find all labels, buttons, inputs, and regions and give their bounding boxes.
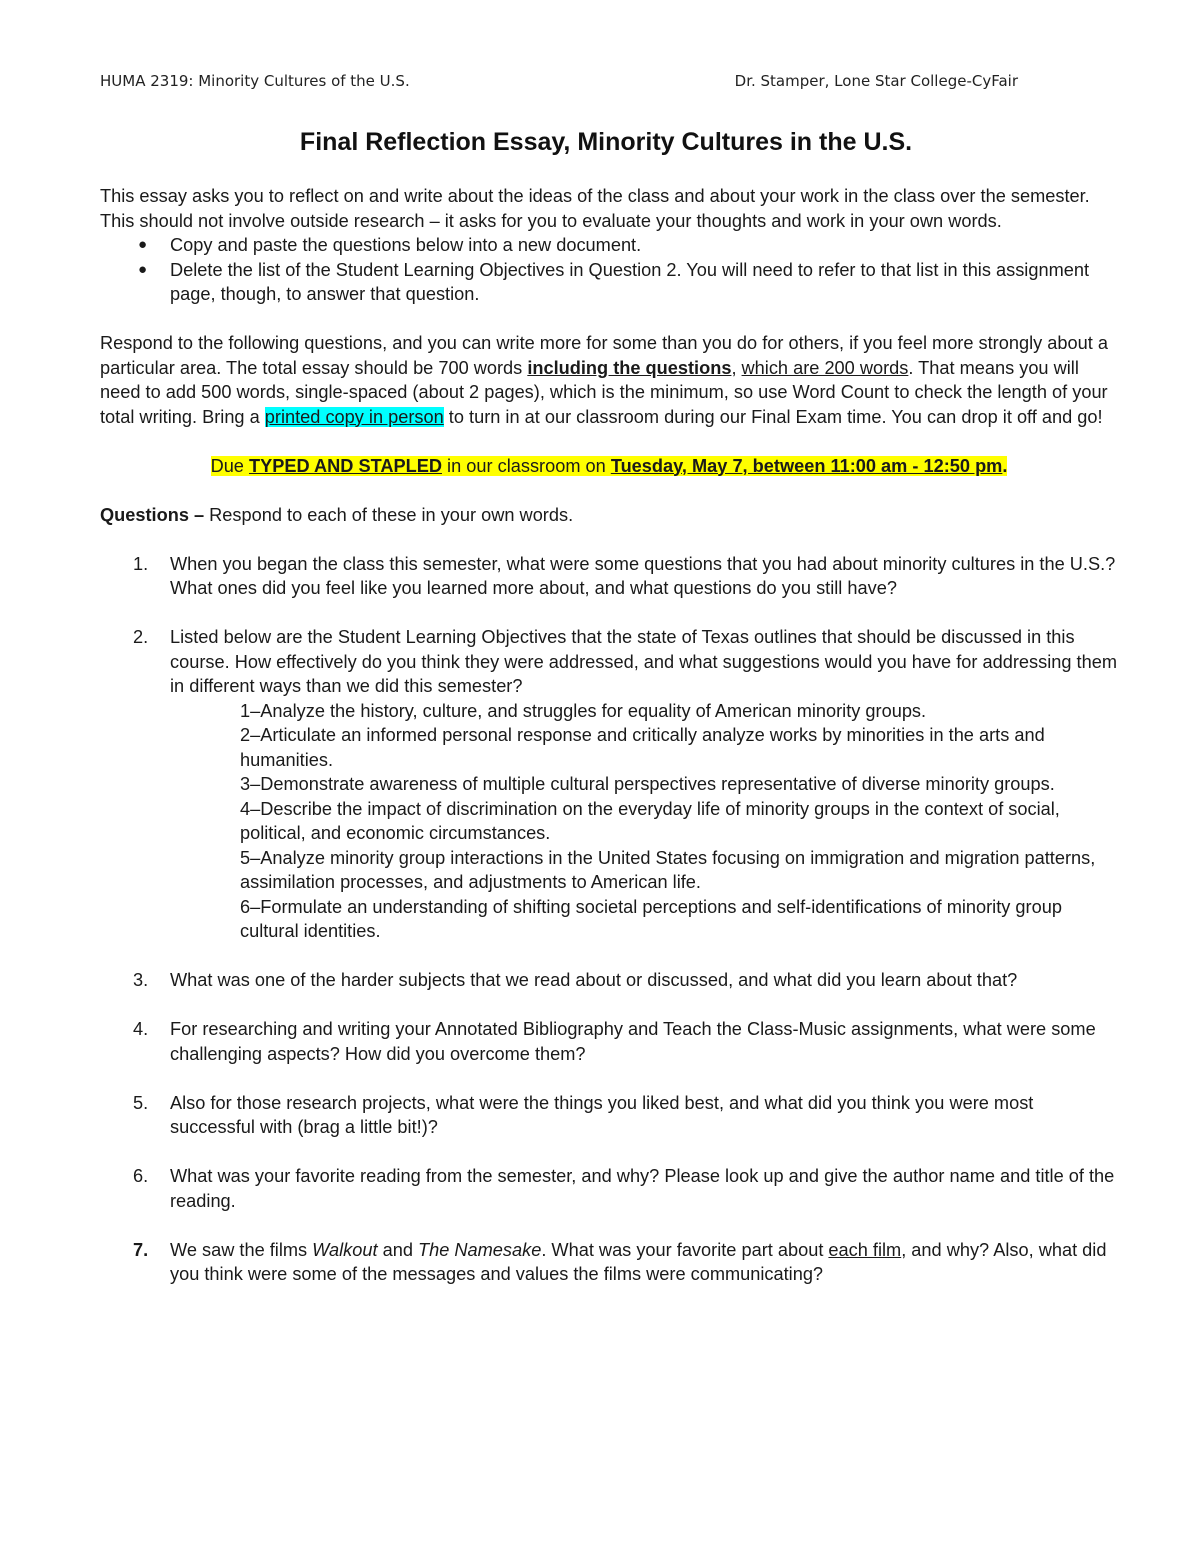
- question-list: [100, 552, 1118, 1287]
- question-item: [100, 552, 1118, 601]
- questions-label: Questions –: [100, 504, 205, 525]
- intro-paragraph: This essay asks you to reflect on and write about the ideas of the class and about your work in the class over the semester. This should not involve outside research – it asks for you to evaluate your thoughts and work in your own words.: [100, 186, 1090, 231]
- instructions-text: . That means you will need to add 500 words, single-spaced (about 2 pages), which is the minimum, so use Word Count to check the length of your total writing. Bring a: [100, 357, 1108, 427]
- question-item: [100, 625, 1118, 944]
- question-number: 3.: [133, 970, 149, 990]
- question-number: 7.: [133, 1239, 149, 1260]
- learning-objectives-list: [170, 699, 1118, 944]
- question-text: Listed below are the Student Learning Objectives that the state of Texas outlines that should be discussed in this course. How effectively do you think they were addressed, and what suggestions would you have for addressing them in different ways than we did this semester?: [170, 627, 1117, 696]
- due-middle-text: in our classroom on: [442, 455, 611, 476]
- question-number: 4.: [133, 1019, 149, 1039]
- list-item: [100, 233, 1118, 258]
- due-date-highlight: [211, 456, 1008, 476]
- question-text: [170, 1240, 1106, 1285]
- questions-instruction: Respond to each of these in your own words.: [204, 504, 574, 525]
- question-number: 2.: [133, 627, 149, 647]
- document-body: [100, 184, 1118, 1287]
- objective-item: 3–Demonstrate awareness of multiple cultural perspectives representative of diverse minority groups.: [240, 774, 1055, 794]
- due-period: .: [1002, 455, 1008, 476]
- question-text-part: , and why? Also, what did you think were some of the messages and values the films were communicating?: [170, 1239, 1107, 1284]
- question-item: [100, 1164, 1118, 1213]
- question-text: What was your favorite reading from the semester, and why? Please look up and give the author name and title of the reading.: [170, 1166, 1115, 1211]
- instructions-paragraph: [100, 331, 1118, 429]
- question-text: Also for those research projects, what were the things you liked best, and what did you think you were most successful with (brag a little bit!)?: [170, 1092, 1034, 1137]
- film-title-walkout: Walkout: [312, 1239, 378, 1260]
- instructions-text: ,: [731, 357, 742, 378]
- instructions-text: to turn in at our classroom during our Final Exam time. You can drop it off and go!: [443, 406, 1103, 427]
- question-text: When you began the class this semester, what were some questions that you had about minority cultures in the U.S.? What ones did you feel like you learned more about, and what questions do you still have?: [170, 553, 1116, 598]
- question-text: For researching and writing your Annotated Bibliography and Teach the Class-Music assignments, what were some challenging aspects? How did you overcome them?: [170, 1019, 1096, 1064]
- question-text: What was one of the harder subjects that we read about or discussed, and what did you learn about that?: [170, 970, 1018, 990]
- question-item: [100, 1238, 1118, 1287]
- objective-item: 5–Analyze minority group interactions in the United States focusing on immigration and migration patterns, assimilation processes, and adjustments to American life.: [240, 847, 1096, 892]
- bullet-icon: ●: [138, 236, 148, 253]
- due-date-line: [100, 454, 1118, 479]
- instructions-text: Respond to the following questions, and you can write more for some than you do for others, if you feel more strongly about a particular area. The total essay should be 700 words: [100, 333, 1108, 378]
- course-title: HUMA 2319: Minority Cultures of the U.S.: [100, 72, 410, 90]
- question-text-part: and: [377, 1239, 418, 1260]
- due-date: Tuesday, May 7, between 11:00 am - 12:50 pm: [610, 455, 1003, 476]
- bullet-text: Delete the list of the Student Learning Objectives in Question 2. You will need to refer to that list in this assignment page, though, to answer that question.: [170, 259, 1090, 304]
- bullet-text: Copy and paste the questions below into a new document.: [170, 235, 642, 255]
- objective-item: 4–Describe the impact of discrimination on the everyday life of minority groups in the context of social, political, and economic circumstances.: [240, 798, 1060, 843]
- questions-heading: [100, 503, 1118, 528]
- instructor-info: Dr. Stamper, Lone Star College-CyFair: [734, 72, 1018, 90]
- question-text-part: We saw the films: [170, 1239, 313, 1260]
- typed-stapled-emphasis: TYPED AND STAPLED: [248, 455, 442, 476]
- question-text-part: . What was your favorite part about: [541, 1239, 829, 1260]
- objective-item: 6–Formulate an understanding of shifting societal perceptions and self-identifications of minority group cultural identities.: [240, 896, 1062, 941]
- bullet-icon: ●: [138, 260, 148, 278]
- printed-copy-highlight: printed copy in person: [264, 406, 444, 427]
- question-item: [100, 1017, 1118, 1066]
- film-title-namesake: The Namesake: [418, 1239, 542, 1260]
- intro-bullet-list: [100, 233, 1118, 307]
- each-film-underline: each film: [828, 1239, 902, 1260]
- due-label: Due: [210, 455, 249, 476]
- question-number: 6.: [133, 1166, 149, 1186]
- objective-item: 2–Articulate an informed personal response and critically analyze works by minorities in the arts and humanities.: [240, 725, 1045, 770]
- list-item: [100, 258, 1118, 307]
- word-count-underline: which are 200 words: [741, 357, 909, 378]
- question-item: [100, 968, 1118, 993]
- objective-item: 1–Analyze the history, culture, and struggles for equality of American minority groups.: [240, 700, 927, 721]
- question-number: 1.: [133, 553, 149, 574]
- including-questions-emphasis: including the questions: [527, 357, 732, 378]
- document-title: Final Reflection Essay, Minority Cultures in the U.S.: [299, 128, 913, 156]
- question-item: [100, 1091, 1118, 1140]
- question-number: 5.: [133, 1092, 149, 1113]
